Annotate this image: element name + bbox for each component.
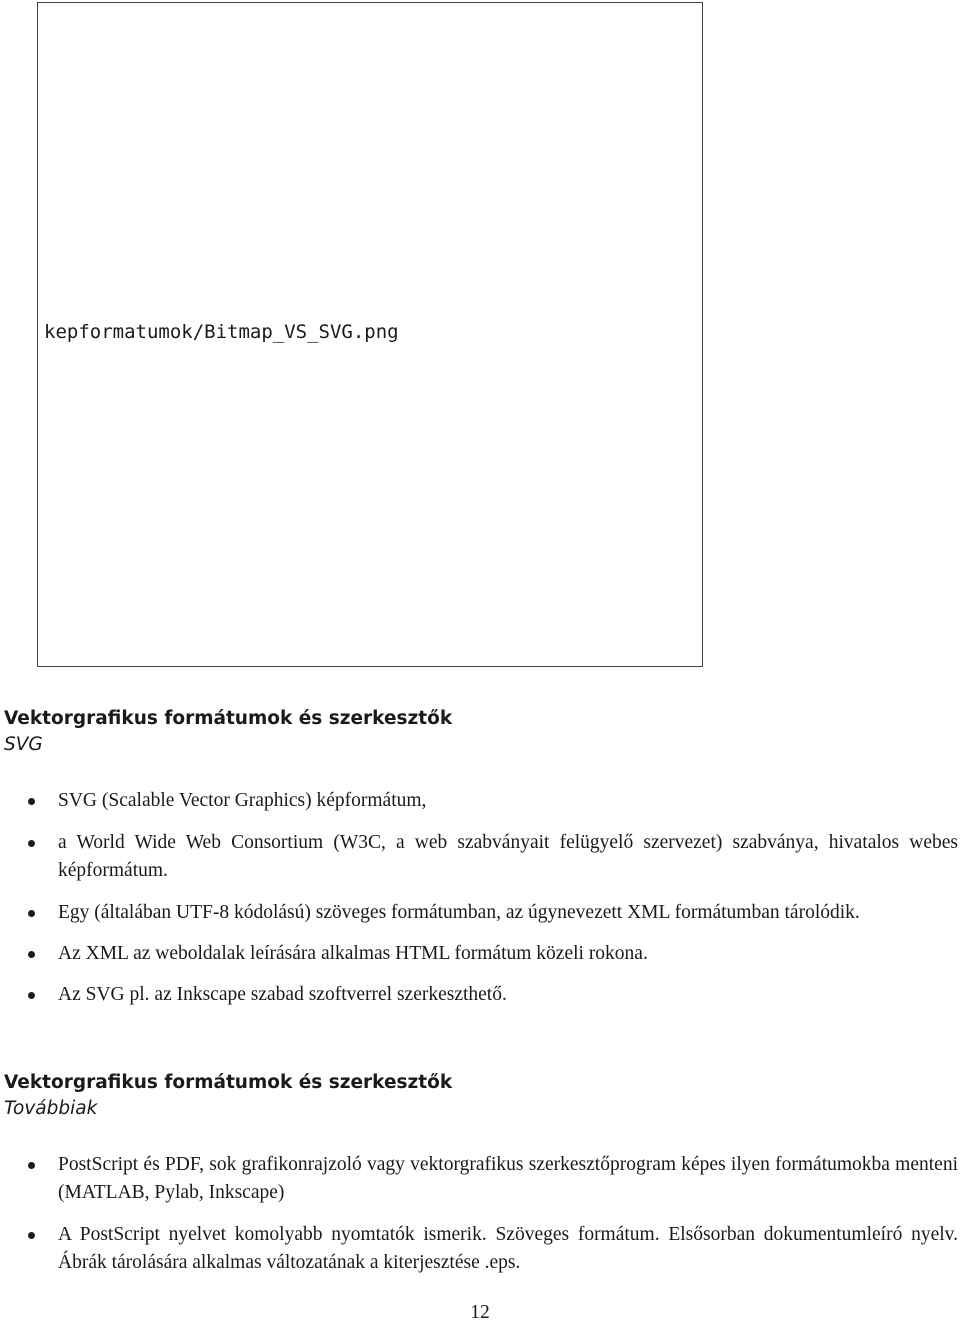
bullet-icon	[28, 951, 35, 958]
list-item-text: Egy (általában UTF-8 kódolású) szöveges formátumban, az úgynevezett XML formátumban tárolódik.	[58, 902, 860, 923]
section-subtitle: SVG	[4, 734, 43, 755]
section-tovabbiak	[4, 1070, 958, 1277]
list-item	[4, 829, 958, 885]
page-number: 12	[470, 1302, 490, 1323]
list-item	[4, 787, 958, 815]
bullet-icon	[28, 992, 35, 999]
missing-image-frame	[37, 2, 703, 667]
bullet-icon	[28, 910, 35, 917]
list-item	[4, 1221, 958, 1277]
list-item-text: SVG (Scalable Vector Graphics) képformátum,	[58, 790, 427, 811]
bullet-icon	[28, 1232, 35, 1239]
list-item-text: A PostScript nyelvet komolyabb nyomtatók ismerik. Szöveges formátum. Elsősorban dokumentumleíró nyelv. Ábrák tárolására alkalmas változatának a kiterjesztése .eps.	[58, 1224, 958, 1273]
list-item	[4, 981, 958, 1009]
bullet-list	[4, 1151, 958, 1277]
section-title: Vektorgrafikus formátumok és szerkesztők	[4, 708, 453, 729]
bullet-list	[4, 787, 958, 1009]
section-title: Vektorgrafikus formátumok és szerkesztők	[4, 1072, 453, 1093]
list-item	[4, 1151, 958, 1207]
section-svg	[4, 706, 958, 1009]
list-item-text: PostScript és PDF, sok grafikonrajzoló vagy vektorgrafikus szerkesztőprogram képes ilyen formátumokba menteni (MATLAB, Pylab, Inkscape)	[58, 1154, 958, 1203]
list-item-text: Az SVG pl. az Inkscape szabad szoftverrel szerkeszthető.	[58, 984, 507, 1005]
bullet-icon	[28, 840, 35, 847]
bullet-icon	[28, 1162, 35, 1169]
section-subtitle: Továbbiak	[4, 1098, 98, 1119]
list-item-text: Az XML az weboldalak leírására alkalmas HTML formátum közeli rokona.	[58, 943, 648, 964]
image-file-path: kepformatumok/Bitmap_VS_SVG.png	[44, 321, 399, 343]
list-item-text: a World Wide Web Consortium (W3C, a web szabványait felügyelő szervezet) szabványa, hivatalos webes képformátum.	[58, 832, 958, 881]
list-item	[4, 940, 958, 968]
bullet-icon	[28, 798, 35, 805]
list-item	[4, 899, 958, 927]
